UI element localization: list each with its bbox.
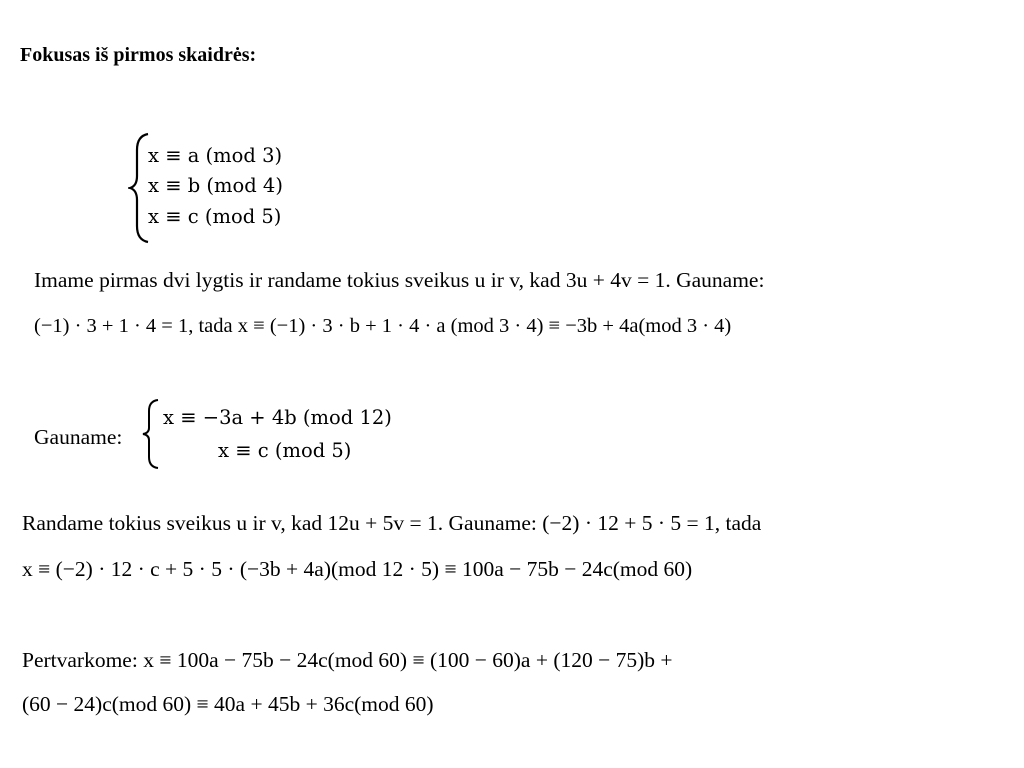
paragraph3-line2: (60 − 24)c(mod 60) ≡ 40a + 45b + 36c(mod 60) [22,692,434,716]
system2-equation-2: x ≡ c (mod 5) [218,439,352,462]
system2-label: Gauname: [34,425,123,449]
left-brace-icon [128,132,150,244]
paragraph1-line2: (−1) · 3 + 1 · 4 = 1, tada x ≡ (−1) · 3 · b + 1 · 4 · a (mod 3 · 4) ≡ −3b + 4a(mod 3 · 4) [34,315,732,337]
paragraph1-line1: Imame pirmas dvi lygtis ir randame tokius sveikus u ir v, kad 3u + 4v = 1. Gauname: [34,268,765,292]
system1-equation-3: x ≡ c (mod 5) [148,205,282,228]
system1-equation-2: x ≡ b (mod 4) [148,174,283,197]
paragraph2-line1: Randame tokius sveikus u ir v, kad 12u + 5v = 1. Gauname: (−2) · 12 + 5 · 5 = 1, tada [22,511,762,535]
paragraph3-line1: Pertvarkome: x ≡ 100a − 75b − 24c(mod 60) ≡ (100 − 60)a + (120 − 75)b + [22,648,673,672]
system2-equation-1: x ≡ −3a + 4b (mod 12) [163,406,392,429]
slide-title: Fokusas iš pirmos skaidrės: [20,44,257,66]
left-brace-icon [140,398,160,470]
paragraph2-line2: x ≡ (−2) · 12 · c + 5 · 5 · (−3b + 4a)(mod 12 · 5) ≡ 100a − 75b − 24c(mod 60) [22,557,693,581]
system1-equation-1: x ≡ a (mod 3) [148,144,283,167]
